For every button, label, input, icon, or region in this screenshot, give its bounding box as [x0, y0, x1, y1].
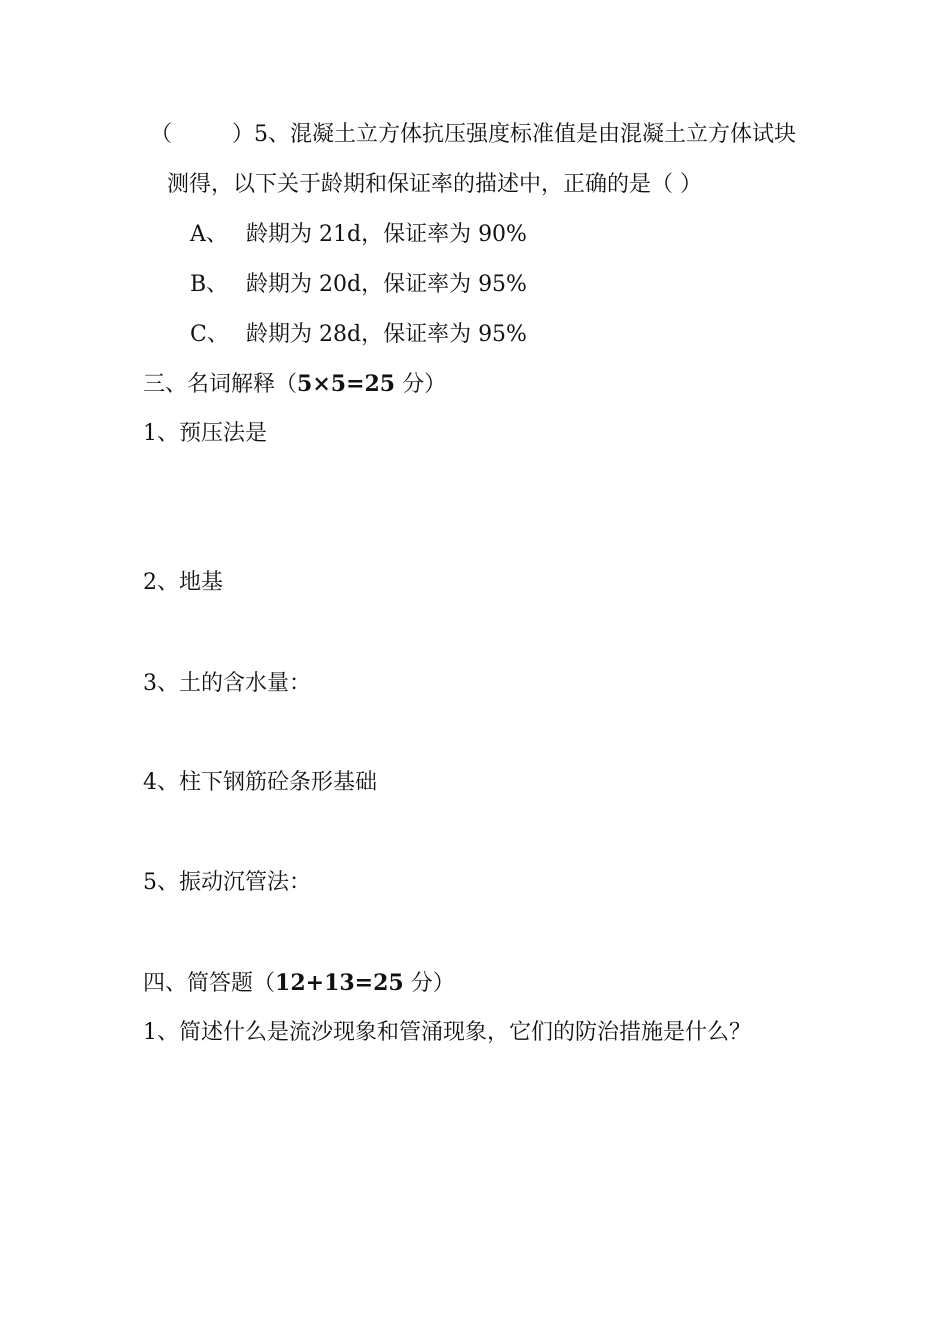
option-b	[190, 270, 527, 300]
section4-heading	[143, 968, 455, 999]
choice-question-line2	[167, 170, 702, 200]
question-number: 5、	[254, 122, 291, 147]
question-stem-part1: 混凝土立方体抗压强度标准值是由混凝土立方体试块	[290, 122, 797, 147]
option-text: 龄期为 20d，保证率为 95%	[246, 272, 527, 297]
section3-heading	[143, 369, 446, 400]
term-item-3: 3、土的含水量：	[143, 671, 311, 696]
term-item-1: 1、预压法是	[143, 421, 267, 446]
term-item-5: 5、振动沉管法：	[143, 870, 311, 895]
section3-title: 三、名词解释（	[143, 372, 298, 397]
section4-title: 四、简答题（	[143, 971, 276, 996]
option-letter: C、	[190, 322, 229, 347]
section4-unit: 分）	[403, 971, 455, 996]
choice-question-line1	[150, 120, 796, 150]
short-answer-item-1: 1、简述什么是流沙现象和管涌现象，它们的防治措施是什么？	[143, 1020, 751, 1045]
option-text: 龄期为 28d，保证率为 95%	[246, 322, 527, 347]
section4-score: 12+13=25	[275, 970, 404, 996]
option-a	[190, 220, 527, 250]
option-letter: B、	[190, 272, 229, 297]
option-letter: A、	[190, 222, 228, 247]
section3-unit: 分）	[395, 372, 447, 397]
answer-paren-open: （	[150, 122, 173, 147]
option-text: 龄期为 21d，保证率为 90%	[246, 222, 527, 247]
answer-paren-close: ）	[232, 122, 255, 147]
option-c	[190, 320, 527, 350]
section3-score: 5×5=25	[297, 371, 396, 397]
term-item-4: 4、柱下钢筋砼条形基础	[143, 770, 377, 795]
term-item-2: 2、地基	[143, 570, 223, 595]
question-stem-part2: 测得，以下关于龄期和保证率的描述中，正确的是（ ）	[167, 172, 702, 197]
